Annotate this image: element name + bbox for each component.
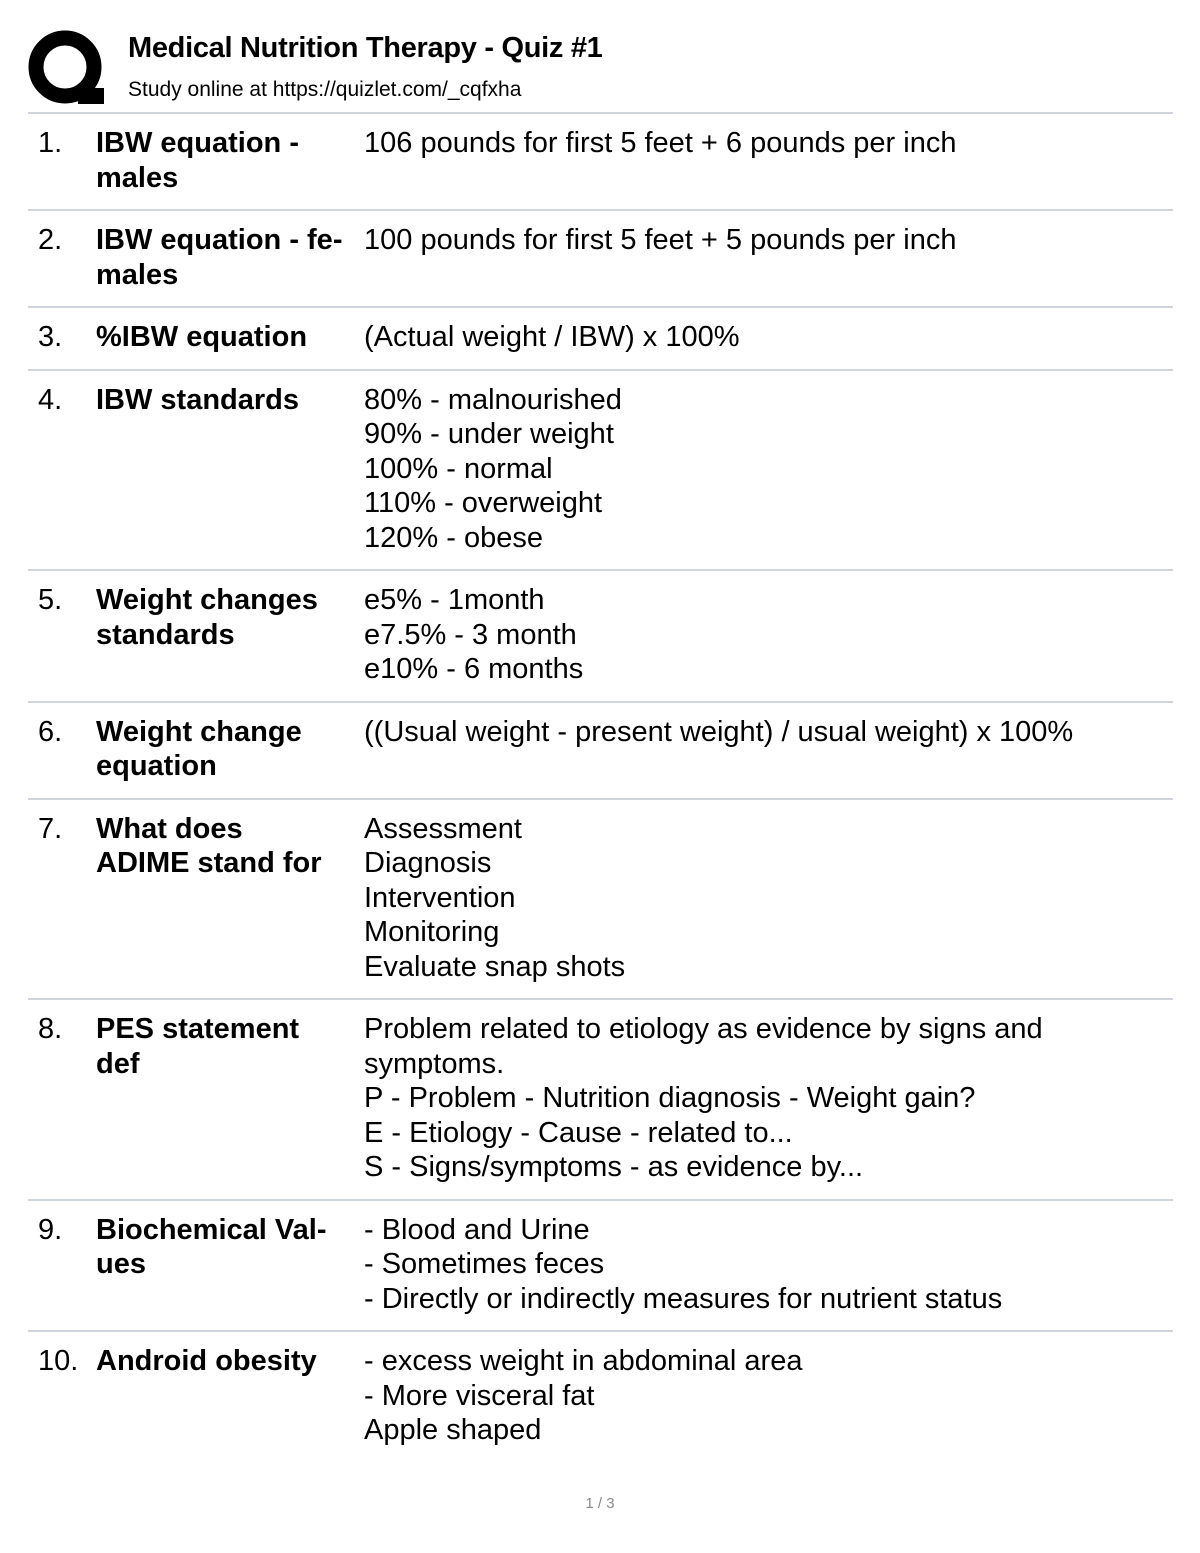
definition-line: e5% - 1month xyxy=(364,584,545,616)
term-line: IBW equation - xyxy=(96,127,299,159)
card-term xyxy=(96,126,364,195)
term-line: males xyxy=(96,258,179,291)
definition-line: 80% - malnourished xyxy=(364,383,622,416)
flashcard xyxy=(28,1332,1173,1462)
card-definition xyxy=(364,715,1172,750)
term-line: IBW standards xyxy=(96,383,300,416)
definition-line: S - Signs/symptoms - as evidence by... xyxy=(364,1151,864,1183)
term-line: equation xyxy=(96,750,217,782)
term-line: Weight changes xyxy=(96,584,318,616)
flashcard xyxy=(28,211,1173,308)
card-number: 1. xyxy=(38,127,63,159)
term-line: males xyxy=(96,161,179,194)
page-title: Medical Nutrition Therapy - Quiz #1 xyxy=(128,32,603,64)
definition-line: - Sometimes feces xyxy=(364,1248,605,1280)
definition-line: - excess weight in abdominal area xyxy=(364,1345,803,1377)
card-definition xyxy=(364,126,1172,161)
definition-line: 120% - obese xyxy=(364,521,543,554)
term-line: ues xyxy=(96,1248,146,1280)
definition-line: e10% - 6 months xyxy=(364,653,584,685)
flashcard xyxy=(28,1000,1173,1201)
flashcard xyxy=(28,114,1173,211)
card-definition xyxy=(364,320,1172,355)
term-line: Biochemical Val- xyxy=(96,1213,327,1246)
flashcard-list xyxy=(28,114,1173,1462)
definition-line: 100 pounds for first 5 feet + 5 pounds per inch xyxy=(364,224,957,256)
card-number: 10. xyxy=(38,1345,79,1377)
definition-line: 100% - normal xyxy=(364,452,553,485)
flashcard xyxy=(28,1201,1173,1333)
flashcard xyxy=(28,308,1173,371)
term-line: IBW equation - fe- xyxy=(96,224,343,256)
definition-line: - Blood and Urine xyxy=(364,1213,590,1246)
flashcard xyxy=(28,371,1173,572)
flashcard xyxy=(28,800,1173,1001)
definition-line: 106 pounds for first 5 feet + 6 pounds per inch xyxy=(364,127,957,159)
definition-line: P - Problem - Nutrition diagnosis - Weight gain? xyxy=(364,1082,976,1114)
term-line: standards xyxy=(96,618,235,651)
definition-line: Intervention xyxy=(364,881,516,914)
flashcard xyxy=(28,571,1173,703)
definition-line: symptoms. xyxy=(364,1047,505,1080)
definition-line: Assessment xyxy=(364,812,522,845)
term-line: Android obesity xyxy=(96,1345,317,1377)
card-term xyxy=(96,715,364,784)
card-term xyxy=(96,223,364,292)
quizlet-logo-icon xyxy=(28,30,106,108)
card-term xyxy=(96,320,364,355)
term-line: ADIME stand for xyxy=(96,847,322,879)
definition-line: Problem related to etiology as evidence by signs and xyxy=(364,1013,1043,1045)
card-number: 4. xyxy=(38,383,63,416)
page-indicator: 1 / 3 xyxy=(585,1495,615,1512)
definition-line: E - Etiology - Cause - related to... xyxy=(364,1116,793,1149)
card-term xyxy=(96,812,364,881)
card-definition xyxy=(364,1213,1172,1317)
definition-line: 90% - under weight xyxy=(364,418,614,450)
study-online-link[interactable]: Study online at https://quizlet.com/_cqfxha xyxy=(128,78,522,101)
card-number: 6. xyxy=(38,715,63,748)
definition-line: Evaluate snap shots xyxy=(364,950,626,983)
card-number: 5. xyxy=(38,584,63,616)
card-definition xyxy=(364,223,1172,258)
term-line: Weight change xyxy=(96,715,302,748)
card-definition xyxy=(364,1344,1172,1448)
term-line: def xyxy=(96,1047,140,1080)
term-line: PES statement xyxy=(96,1013,300,1045)
term-line: What does xyxy=(96,812,243,845)
card-term xyxy=(96,383,364,418)
definition-line: Apple shaped xyxy=(364,1414,542,1446)
card-number: 2. xyxy=(38,224,63,256)
definition-line: - More visceral fat xyxy=(364,1379,595,1412)
card-term xyxy=(96,1012,364,1081)
card-number: 7. xyxy=(38,812,63,845)
card-definition xyxy=(364,583,1172,687)
definition-line: ((Usual weight - present weight) / usual weight) x 100% xyxy=(364,715,1074,748)
card-definition xyxy=(364,383,1172,556)
definition-line: Diagnosis xyxy=(364,847,492,879)
definition-line: e7.5% - 3 month xyxy=(364,618,577,651)
definition-line: - Directly or indirectly measures for nutrient status xyxy=(364,1282,1003,1315)
page-header xyxy=(28,28,1174,112)
card-term xyxy=(96,583,364,652)
card-term xyxy=(96,1344,364,1379)
definition-line: 110% - overweight xyxy=(364,487,603,519)
definition-line: Monitoring xyxy=(364,916,500,948)
card-number: 9. xyxy=(38,1213,63,1246)
card-term xyxy=(96,1213,364,1282)
card-definition xyxy=(364,812,1172,985)
definition-line: (Actual weight / IBW) x 100% xyxy=(364,321,740,353)
term-line: %IBW equation xyxy=(96,321,308,353)
card-definition xyxy=(364,1012,1172,1185)
card-number: 3. xyxy=(38,321,63,353)
flashcard xyxy=(28,703,1173,800)
card-number: 8. xyxy=(38,1013,63,1045)
